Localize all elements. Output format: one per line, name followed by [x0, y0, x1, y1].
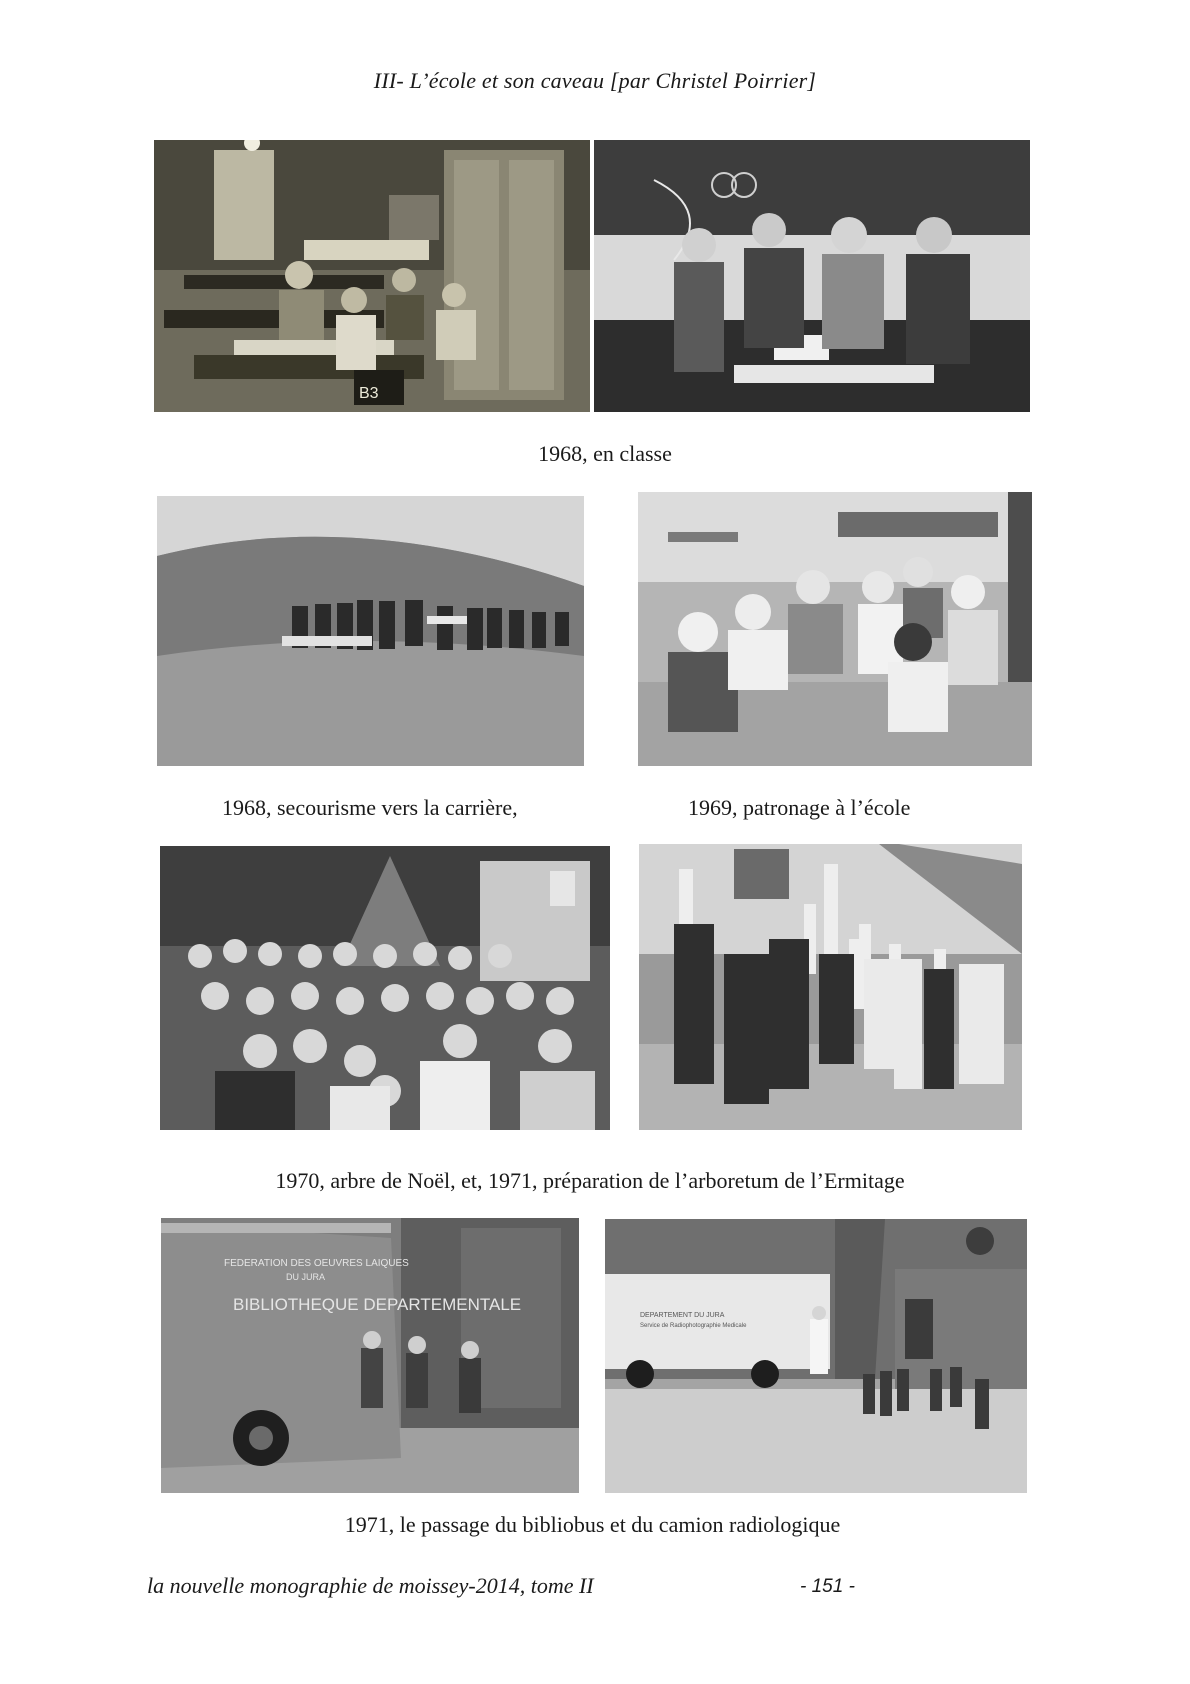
caption-1971-bibliobus: 1971, le passage du bibliobus et du camion radiologique — [344, 1512, 841, 1537]
footer-page-number: - 151 - — [800, 1576, 855, 1597]
caption-1968-secourisme: 1968, secourisme vers la carrière, — [222, 795, 518, 820]
truck-lettering-service: Service de Radiophotographie Medicale — [640, 1323, 747, 1329]
footer-publication-title: la nouvelle monographie de moissey-2014, tome II — [147, 1573, 594, 1598]
photo-radiology-truck — [605, 1219, 1027, 1493]
photo-first-aid-field — [157, 496, 584, 766]
van-lettering-bibliotheque: BIBLIOTHEQUE DEPARTEMENTALE — [233, 1295, 522, 1314]
caption-1970-1971: 1970, arbre de Noël, et, 1971, préparation de l’arboretum de l’Ermitage — [275, 1168, 905, 1193]
photo-patronage-school — [638, 492, 1032, 766]
desk-number-label: B3 — [359, 385, 379, 402]
caption-1968-en-classe: 1968, en classe — [538, 441, 672, 466]
photo-bibliobus — [161, 1218, 579, 1493]
photo-classroom-desks — [154, 140, 590, 412]
van-lettering-federation: FEDERATION DES OEUVRES LAIQUES — [224, 1258, 409, 1269]
photo-classroom-workshop — [594, 140, 1030, 412]
van-lettering-jura: DU JURA — [286, 1272, 326, 1282]
caption-1969-patronage: 1969, patronage à l’école — [688, 795, 911, 820]
photo-arboretum-1971 — [639, 844, 1022, 1130]
truck-lettering-departement: DEPARTEMENT DU JURA — [640, 1312, 725, 1319]
photo-christmas-tree-1970 — [160, 846, 610, 1130]
page-header-title: III- L’école et son caveau [par Christel Poirrier] — [373, 68, 817, 93]
